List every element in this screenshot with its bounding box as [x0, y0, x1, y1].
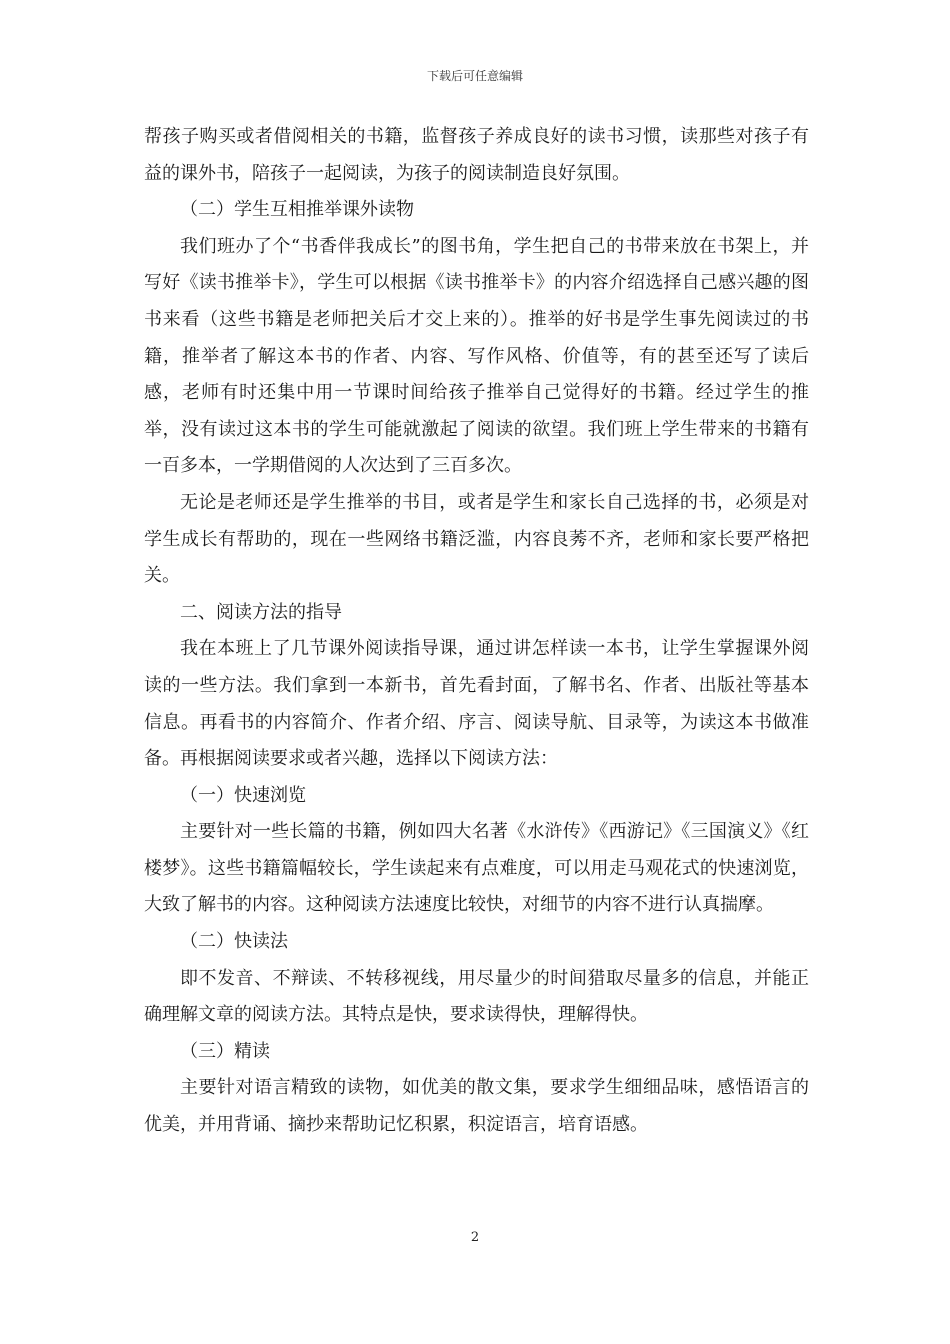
- section-heading: （三）精读: [180, 1040, 270, 1062]
- section-heading: （二）快读法: [180, 931, 288, 953]
- paragraph: 我们班办了个“书香伴我成长”的图书角，学生把自己的书带来放在书架上，并写好《读书推举卡》，学生可以根据《读书推举卡》的内容介绍选择自己感兴趣的图书来看（这些书籍是老师把关后才交上来的）。推举的好书是学生事先阅读过的书籍，推举者了解这本书的作者、内容、写作风格、价值等，有的甚至还写了读后感，老师有时还集中用一节课时间给孩子推举自己觉得好的书籍。经过学生的推举，没有读过这本书的学生可能就激起了阅读的欲望。我们班上学生带来的书籍有一百多本，一学期借阅的人次达到了三百多次。: [144, 235, 809, 477]
- paragraph: 帮孩子购买或者借阅相关的书籍，监督孩子养成良好的读书习惯，读那些对孩子有益的课外书，陪孩子一起阅读，为孩子的阅读制造良好氛围。: [144, 126, 809, 184]
- paragraph: 我在本班上了几节课外阅读指导课，通过讲怎样读一本书，让学生掌握课外阅读的一些方法。我们拿到一本新书，首先看封面，了解书名、作者、出版社等基本信息。再看书的内容简介、作者介绍、序言、阅读导航、目录等，为读这本书做准备。再根据阅读要求或者兴趣，选择以下阅读方法：: [144, 638, 809, 770]
- section-heading: （一）快速浏览: [180, 784, 306, 806]
- section-heading: 二、阅读方法的指导: [180, 601, 342, 623]
- section-heading: （二）学生互相推举课外读物: [180, 199, 414, 221]
- paragraph: 主要针对一些长篇的书籍，例如四大名著《水浒传》《西游记》《三国演义》《红楼梦》。这些书籍篇幅较长，学生读起来有点难度，可以用走马观花式的快速浏览，大致了解书的内容。这种阅读方法速度比较快，对细节的内容不进行认真揣摩。: [144, 821, 809, 916]
- page-header: 下载后可任意编辑: [426, 69, 523, 83]
- body-text: [144, 119, 809, 1144]
- paragraph: 无论是老师还是学生推举的书目，或者是学生和家长自己选择的书，必须是对学生成长有帮助的，现在一些网络书籍泛滥，内容良莠不齐，老师和家长要严格把关。: [144, 491, 809, 587]
- paragraph: 即不发音、不辩读、不转移视线，用尽量少的时间猎取尽量多的信息，并能正确理解文章的阅读方法。其特点是快，要求读得快，理解得快。: [144, 967, 809, 1026]
- page-number: 2: [470, 1230, 480, 1245]
- paragraph: 主要针对语言精致的读物，如优美的散文集，要求学生细细品味，感悟语言的优美，并用背诵、摘抄来帮助记忆积累，积淀语言，培育语感。: [144, 1077, 809, 1136]
